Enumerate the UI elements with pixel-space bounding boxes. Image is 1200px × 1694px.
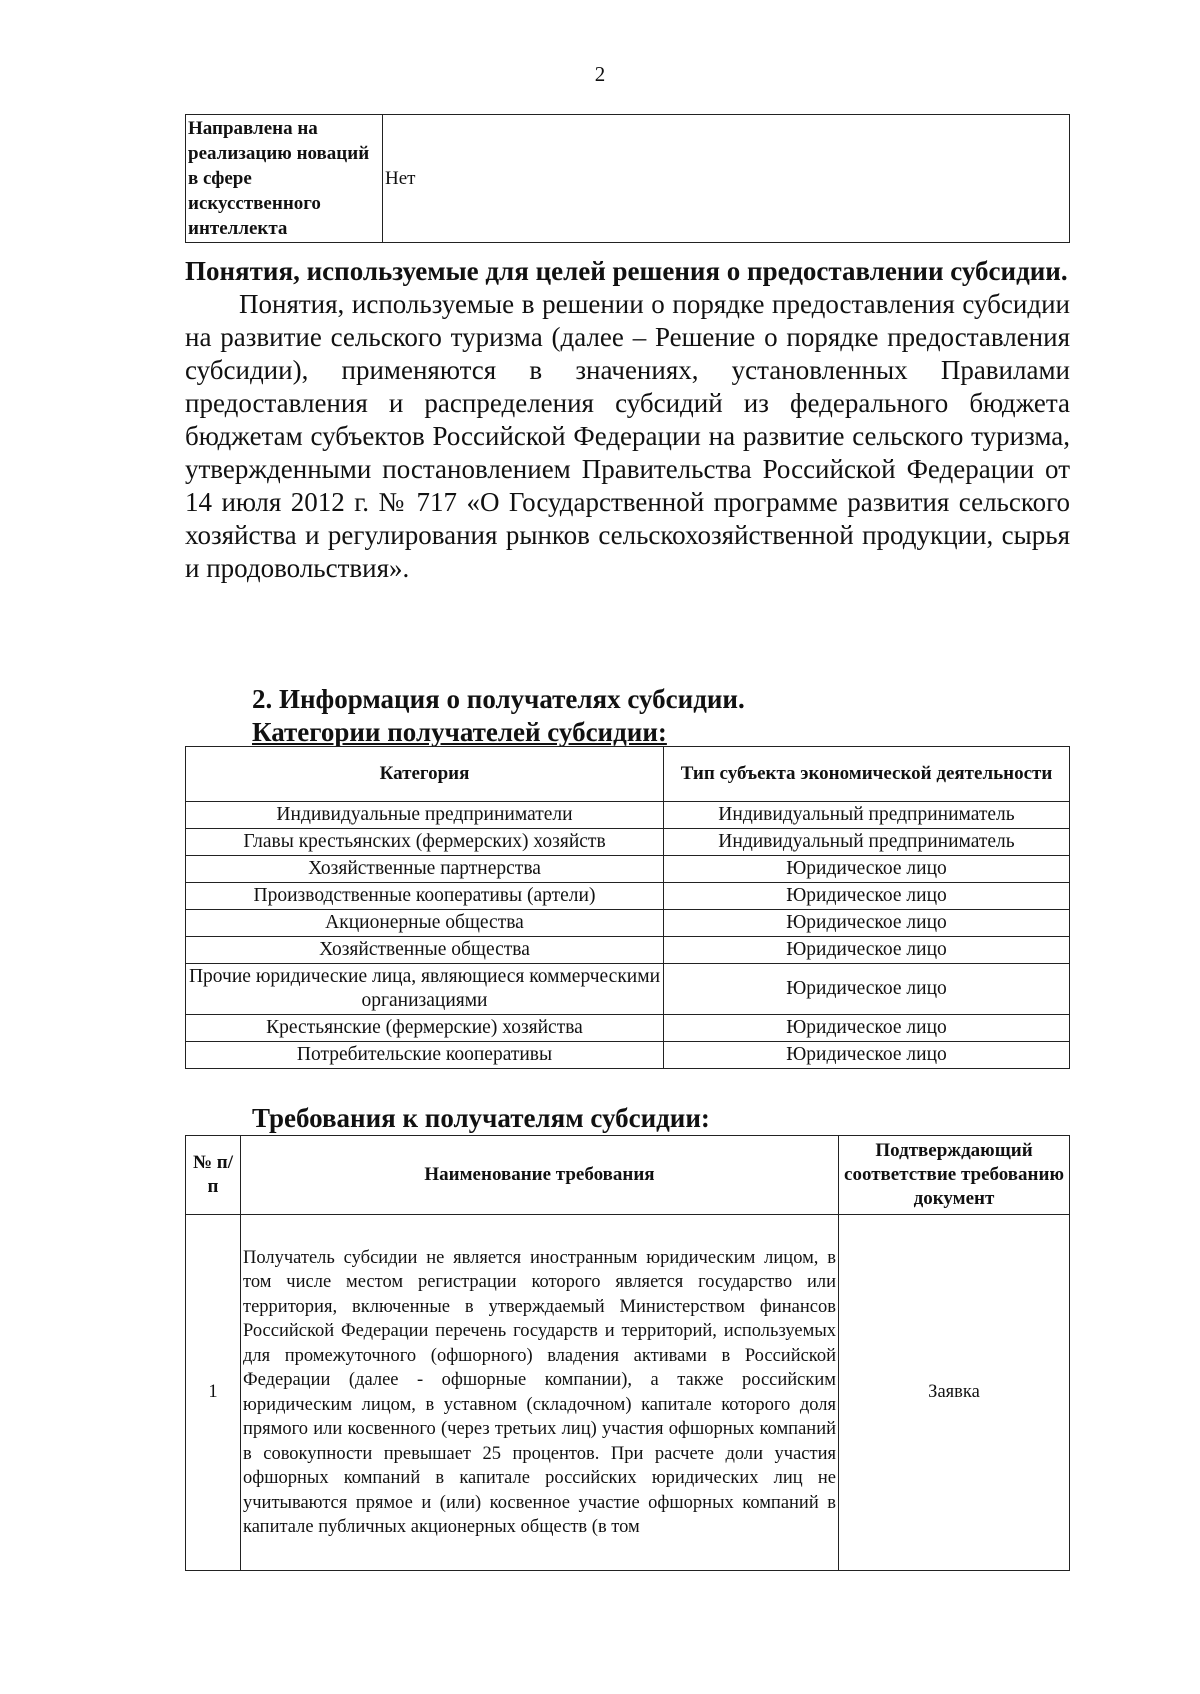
requirement-number: 1 [186, 1215, 241, 1571]
category-cell: Акционерные общества [186, 910, 664, 937]
column-header-entity-type: Тип субъекта экономической деятельности [664, 747, 1070, 802]
requirement-document: Заявка [839, 1215, 1070, 1571]
entity-type-cell: Юридическое лицо [664, 910, 1070, 937]
table-row [186, 910, 1070, 937]
category-cell: Хозяйственные общества [186, 937, 664, 964]
recipients-section-heading [252, 683, 1070, 749]
concepts-heading: Понятия, используемые для целей решения о предоставлении субсидии. [185, 256, 1068, 286]
column-header-requirement: Наименование требования [241, 1136, 839, 1215]
section-2-title: 2. Информация о получателях субсидии. [252, 684, 745, 714]
category-cell: Прочие юридические лица, являющиеся коммерческими организациями [186, 964, 664, 1015]
concepts-section [185, 255, 1070, 585]
requirements-title: Требования к получателям субсидии: [252, 1103, 710, 1133]
ai-innovation-value: Нет [383, 115, 1070, 243]
category-cell: Главы крестьянских (фермерских) хозяйств [186, 829, 664, 856]
page-number: 2 [594, 62, 606, 86]
column-header-number: № п/п [186, 1136, 241, 1215]
table-row [186, 1215, 1070, 1571]
table-row [186, 802, 1070, 829]
table-row [186, 856, 1070, 883]
entity-type-cell: Юридическое лицо [664, 1042, 1070, 1069]
category-cell: Индивидуальные предприниматели [186, 802, 664, 829]
entity-type-cell: Юридическое лицо [664, 883, 1070, 910]
entity-type-cell: Индивидуальный предприниматель [664, 829, 1070, 856]
table-row [186, 1015, 1070, 1042]
table-row [186, 1042, 1070, 1069]
table-row [186, 883, 1070, 910]
table-row [186, 964, 1070, 1015]
requirements-table [185, 1135, 1070, 1571]
entity-type-cell: Юридическое лицо [664, 1015, 1070, 1042]
requirement-text: Получатель субсидии не является иностранным юридическим лицом, в том числе местом регистрации которого является государство или территория, включенные в утверждаемый Министерством финансов Российской Федерации перечень государств и территорий, используемых для промежуточного (офшорного) владения активами в Российской Федерации (далее - офшорные компании), а также российским юридическим лицом, в уставном (складочном) капитале которого доля прямого или косвенного (через третьих лиц) участия офшорных компаний в совокупности превышает 25 процентов. При расчете доли участия офшорных компаний в капитале российских юридических лиц не учитываются прямое и (или) косвенное участие офшорных компаний в капитале публичных акционерных обществ (в том [241, 1215, 839, 1571]
category-cell: Крестьянские (фермерские) хозяйства [186, 1015, 664, 1042]
categories-subtitle: Категории получателей субсидии: [252, 717, 667, 747]
column-header-category: Категория [186, 747, 664, 802]
ai-innovation-label: Направлена на реализацию новаций в сфере искусственного интеллекта [186, 115, 383, 243]
table-row [186, 937, 1070, 964]
entity-type-cell: Юридическое лицо [664, 964, 1070, 1015]
category-cell: Хозяйственные партнерства [186, 856, 664, 883]
column-header-document: Подтверждающий соответствие требованию документ [839, 1136, 1070, 1215]
category-cell: Производственные кооперативы (артели) [186, 883, 664, 910]
entity-type-cell: Юридическое лицо [664, 856, 1070, 883]
concepts-paragraph: Понятия, используемые в решении о порядке предоставления субсидии на развитие сельского туризма (далее – Решение о порядке предоставления субсидии), применяются в значениях, установленных Правилами предоставления и распределения субсидий из федерального бюджета бюджетам субъектов Российской Федерации на развитие сельского туризма, утвержденными постановлением Правительства Российской Федерации от 14 июля 2012 г. № 717 «О Государственной программе развития сельского хозяйства и регулирования рынков сельскохозяйственной продукции, сырья и продовольствия». [185, 289, 1070, 583]
categories-table [185, 746, 1070, 1069]
table-row [186, 829, 1070, 856]
ai-innovation-table [185, 114, 1070, 243]
entity-type-cell: Индивидуальный предприниматель [664, 802, 1070, 829]
category-cell: Потребительские кооперативы [186, 1042, 664, 1069]
entity-type-cell: Юридическое лицо [664, 937, 1070, 964]
